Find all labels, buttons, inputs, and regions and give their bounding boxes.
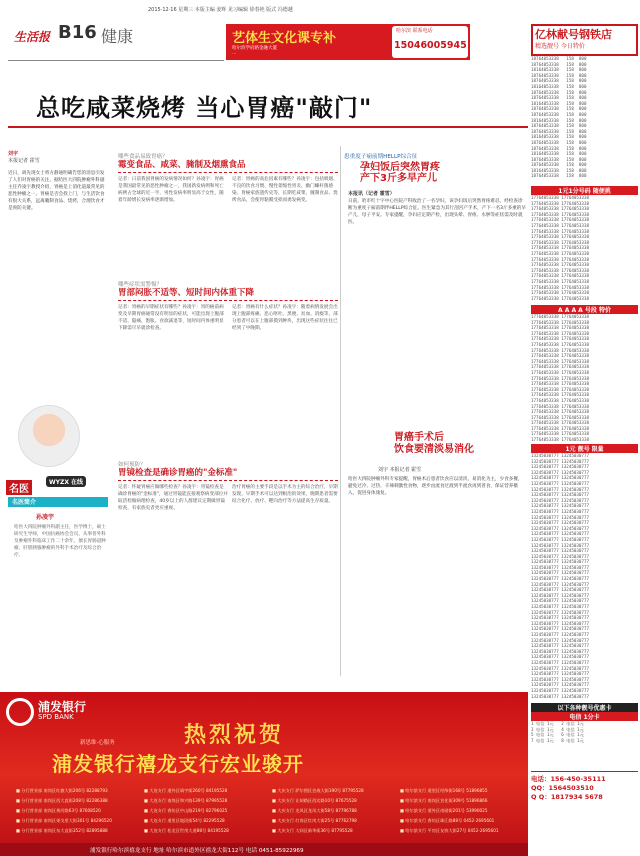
- branch-item: ■ 大庆支行 红岗区红岗大街25号 87762798: [272, 818, 357, 823]
- top-ad-phone-head: 哈尔滨 联系电话: [396, 28, 433, 34]
- spd-logo: [6, 698, 136, 728]
- subhead-3-question: 如何预防？: [118, 462, 146, 468]
- expert-banner: 名医简介: [8, 497, 108, 507]
- section-title: 健康: [101, 27, 134, 46]
- branch-item: ■ 分行营业部 南岗区东大直街352号 82895888: [16, 828, 108, 833]
- branch-item: ■ 哈尔滨支行 平房区友协大街27号 0452-2695601: [400, 828, 499, 833]
- side-band-2: A A A A 号段 特价: [531, 305, 638, 314]
- right-subarticle-body: 哈医大四院肿瘤外科专家提醒，胃癌术后患者饮食应以清淡、易消化为主，少食多餐，避免过冷、过热、辛辣刺激性食物，逐步由流食过渡到半流食再到普食，保证营养摄入，促进身体康复。: [348, 477, 523, 496]
- expert-name: 孙凌宇: [36, 514, 55, 521]
- subhead-3-block: [118, 460, 338, 481]
- side-ad-title: 亿林献号钢铁店: [535, 28, 612, 41]
- branch-item: ■ 大连支行 松北区世茂大道88号 84195528: [144, 828, 229, 833]
- body-3: 记者：胃癌的早期症状有哪些？孙凌宇：胃的癌前病变及早期胃癌通常没有明显的症状，可能出现上腹部不适、隐痛、饱胀、食欲减退等，短时间内体重明显下降需尽早就诊检查。: [118, 305, 224, 331]
- top-ad-line1: 哈尔滨学府路金融大厦: [232, 46, 277, 51]
- side-band-3: 1元 靓号 限量: [531, 444, 638, 453]
- right-subarticle-headline: [394, 432, 474, 456]
- side-contacts: [531, 771, 638, 801]
- branch-item: ■ 哈尔滨支行 道外区南勋街201号 53990025: [400, 808, 488, 813]
- phone-list-3: 17764053338 17764053338 17764053338 17764053338 17764053338 17764053338 17764053338 17764053338 17764053338 17764053338 17764053338 17764053338 17764053338 17764053338 17764053338 17764053338 17764053338 17764053338 17764053338 17764053338 17764053338 17764053338 17764053338 17764053338 17764053338 17764053338 17764053338 17764053338 17764053338 17764053338 17764053338 17764053338 17764053338 17764053338 17764053338 17764053338 17764053338 17764053338 17764053338 17764053338 17764053338 17764053338 17764053338 17764053338 17764053338 17764053338: [531, 314, 589, 443]
- branch-item: ■ 大庆支行 大同区新华街36号 87795528: [272, 828, 353, 833]
- body-6: 治疗胃癌的主要手段是以手术为主的综合治疗，早期发现、早期手术可以达到根治的效果，晚期患者需要结合化疗、放疗、靶向治疗等方法提高生存质量。: [232, 485, 338, 504]
- right-subarticle-byline: 刘宇 本报记者 霍雪: [378, 467, 422, 473]
- side-ad-head: [531, 24, 638, 56]
- bank-name-cn: 浦发银行: [38, 700, 87, 714]
- side-ad-sub: 精选靓号 今日特价: [535, 43, 585, 50]
- right-article-divider: [340, 146, 341, 676]
- side-contact-1: 电话：156-450-35111: [531, 775, 606, 783]
- right-sub-line1: 胃癌手术后: [394, 432, 444, 443]
- subhead-1-block: [118, 152, 338, 173]
- doctor-photo: [18, 405, 80, 467]
- branch-item: ■ 分行营业部 南岗区西大直街208号 82286388: [16, 798, 108, 803]
- phone-list-2: 17764053338 17764053338 17764053338 17764053338 17764053338 17764053338 17764053338 17764053338 17764053338 17764053338 17764053338 17764053338 17764053338 17764053338 17764053338 17764053338 17764053338 17764053338 17764053338 17764053338 17764053338 17764053338 17764053338 17764053338 17764053338 17764053338 17764053338 17764053338 17764053338 17764053338 17764053338 17764053338 17764053338 17764053338 17764053338 17764053338 17764053338 17764053338: [531, 195, 589, 301]
- side-contact-3: Q Q：1817934 5678: [531, 793, 603, 801]
- bank-footer: [0, 843, 528, 856]
- subhead-2-question: 哪些症状需警惕？: [118, 282, 163, 288]
- right-article-byline: 本报讯（记者 霍雪）: [348, 191, 395, 197]
- masthead-rule: [8, 60, 224, 61]
- main-headline: 总吃咸菜烧烤 当心胃癌"敲门": [36, 94, 373, 122]
- side-contact-2: QQ：1564503510: [531, 784, 594, 792]
- newspaper-logo: 生活报: [14, 30, 51, 44]
- side-ads[interactable]: [531, 24, 638, 856]
- right-headline-line2: 产下3斤多早产儿: [360, 173, 437, 184]
- right-sub-line2: 饮食要清淡易消化: [394, 444, 474, 455]
- branch-item: ■ 大连支行 道里区地段街54号 82295528: [144, 818, 225, 823]
- body-4: 记者：胃癌有什么症状？孙凌宇：随着病情发展会出现上腹部疼痛、恶心呕吐、黑便、贫血、消瘦等，部分患者可以在上腹部摸到肿块，出现这些症状往往已经到了中晚期。: [232, 305, 338, 331]
- branch-item: ■ 哈尔滨支行 道里区经纬街168号 51896855: [400, 788, 488, 793]
- subhead-2: 胃部闷胀不适等、短时间内体重下降: [118, 288, 255, 298]
- spd-logo-icon: [6, 698, 34, 726]
- top-ad-title: 艺体生文化课专补: [232, 31, 337, 46]
- branch-item: ■ 大连支行 南岗区和兴路139号 87995528: [144, 798, 228, 803]
- subhead-2-block: [118, 280, 338, 301]
- byline-reporter: 本报记者 霍雪: [8, 158, 40, 164]
- article-intro: 近日，胡先现女士将方静通明确告您的消息引发了人们对胃癌的关注。据哈医大四院肿瘤外科副主任乔凌宇教授介绍，胃癌是上消化道最常见的恶性肿瘤之一。胃癌是否会找上门，与生活饮食有很大关系，远离腌制食品、烧烤，合理饮食才是预防关键。: [8, 171, 105, 211]
- right-article-body: 日前，哈市红十字中心医院产科收治了一名孕妇，该孕妇饭后突然胃疼难忍，经检查诊断为重度子痫前期伴HELLP综合征。医生紧急为其行剖宫产手术，产下一名3斤多重的早产儿，母子平安。专家提醒，孕妇应定期产检，出现头晕、胃疼、水肿等症状需及时就医。: [348, 199, 526, 225]
- branch-item: ■ 分行营业部 南岗区黄河路63号 87608520: [16, 808, 101, 813]
- branch-item: ■ 大庆支行 龙凤区龙凤大街58号 87796788: [272, 808, 357, 813]
- subhead-1: 霉变食品、咸菜、腌制及烟熏食品: [118, 160, 246, 170]
- branch-item: ■ 哈尔滨支行 香坊区珠江路88号 0452-2695601: [400, 818, 495, 823]
- left-column: [8, 150, 108, 350]
- bank-slogan: 新思维·心服务: [80, 740, 115, 746]
- right-article-kicker: 患重度子痫前期HELLP综合征: [344, 154, 418, 160]
- byline: 刘宇: [8, 151, 19, 157]
- right-headline-line1: 孕妇饭后突然胃疼: [360, 162, 440, 173]
- subhead-3: 胃镜检查是确诊胃癌的"金标准": [118, 468, 238, 478]
- masthead-date: 2015·12·16 星期三 本版主编 姜辉 见习编辑 徐春艳 版式 冯德越: [148, 7, 293, 13]
- branch-item: ■ 大庆支行 萨尔图区会战大街190号 87795528: [272, 788, 364, 793]
- branch-item: ■ 分行营业部 南岗区红旗大街206号 82288793: [16, 788, 108, 793]
- body-1: 记者：日前我国胃癌的发病情况如何？孙凌宇：胃癌是我国最常见的恶性肿瘤之一，我国新发病例和死亡病例占全球的近一半，男性发病率明显高于女性，随着年龄增长发病率逐渐增加。: [118, 177, 224, 203]
- top-ad-line2: …: [232, 51, 237, 56]
- top-ad-phone-box: [392, 26, 468, 58]
- body-5: 记者：怀疑胃癌应做哪些检查？孙凌宇：胃镜检查是确诊胃癌的"金标准"，通过胃镜能直接观察病变部位并取活检做病理检查，40岁以上的人群建议定期做胃镜检查，有家族史者更应重视。: [118, 485, 228, 511]
- expert-online-tag: WYZX 在线: [46, 476, 86, 487]
- side-band-5: 电信 1分卡: [531, 712, 638, 721]
- page-number: B16: [58, 22, 97, 43]
- body-2: 记者：胃癌的高危因素有哪些？孙凌宇：包括吸烟、不良的饮食习惯、慢性萎缩性胃炎、幽门螺杆菌感染、胃癌家族遗传史等，长期吃咸菜、腌制食品、烧烤食品，会使胃黏膜受损而诱发癌变。: [232, 177, 338, 203]
- headline-rule: [8, 126, 528, 128]
- branch-item: ■ 分行营业部 南岗区果戈里大街301号 84296520: [16, 818, 112, 823]
- branch-item: ■ 大庆支行 让胡路区西宾路10号 87675528: [272, 798, 357, 803]
- branch-item: ■ 哈尔滨支行 南岗区宣化街309号 51896866: [400, 798, 488, 803]
- opening-headline: 浦发银行禧龙支行宏业骏开: [52, 752, 304, 776]
- congrats-title: 热烈祝贺: [184, 723, 285, 748]
- top-ad[interactable]: [226, 24, 470, 60]
- right-article-headline: [360, 162, 530, 184]
- branch-item: ■ 大连支行 香坊区中山路219号 82796025: [144, 808, 228, 813]
- phone-list-5: 1 电信 1元 2 电信 1元 3 电信 1元 4 电信 1元 5 电信 1元 6 电信 1元 7 电信 1元 8 电信 1元: [531, 721, 584, 743]
- phone-list-1: 18764053338 158 800 18764053338 158 800 18164053338 158 800 18764053338 158 800 18764053338 158 800 18164053338 158 800 18764053338 158 800 18764053338 158 800 18164053338 158 800 18764053338 158 800 18764053338 158 800 18164053338 158 800 18764053338 158 800 18764053338 158 800 18164053338 158 800 18764053338 158 800 18764053338 158 800 18164053338 158 800 18764053338 158 800 18764053338 158 800 18164053338 158 800 18764053338 158 800: [531, 56, 587, 179]
- expert-tag: 名医: [6, 480, 32, 495]
- bank-name-en: SPD BANK: [38, 713, 74, 721]
- side-band-1: 1元1分号码 随便挑: [531, 186, 638, 195]
- bank-footer-text: 浦发银行哈尔滨禧龙支行 地址 哈尔滨市道外区禧龙大街112号 电话 0451-85922969: [90, 848, 304, 854]
- branch-item: ■ 大连支行 道外区靖宇街260号 84195528: [144, 788, 228, 793]
- side-band-4: 以下各种靓号优惠卡: [531, 703, 638, 712]
- phone-list-4: 13245030777 13245030777 13245030777 13245030777 13245030777 13245030777 13245030777 13245030777 13245030777 13245030777 13245030777 13245030777 13245030777 13245030777 13245030777 13245030777 13245030777 13245030777 13245030777 13245030777 13245030777 13245030777 13245030777 13245030777 13245030777 13245030777 13245030777 13245030777 13245030777 13245030777 13245030777 13245030777 13245030777 13245030777 13245030777 13245030777 13245030777 13245030777 13245030777 13245030777 13245030777 13245030777 13245030777 13245030777 13245030777 13245030777 13245030777 13245030777 13245030777 13245030777 13245030777 13245030777 13245030777 13245030777 13245030777 13245030777 13245030777 13245030777 13245030777 13245030777 13245030777 13245030777 13245030777 13245030777 13245030777 13245030777 13245030777 13245030777 13245030777 13245030777 13245030777 13245030777 13245030777 13245030777 13245030777 13245030777 13245030777 13245030777 13245030777 13245030777 13245030777 13245030777 13245030777 13245030777 13245030777 13245030777 13245030777 13245030777: [531, 453, 589, 699]
- expert-bio: 哈医大四院肿瘤外科副主任，医学博士，硕士研究生导师，中国抗癌协会会员，从事普外科及肿瘤外科临床工作二十余年，擅长胃肠道肿瘤、肝胆胰腺肿瘤的外科手术治疗及综合治疗。: [14, 525, 106, 558]
- top-ad-phone: 15046005945: [394, 40, 467, 51]
- subhead-1-question: 哪些食品易致胃癌？: [118, 154, 168, 160]
